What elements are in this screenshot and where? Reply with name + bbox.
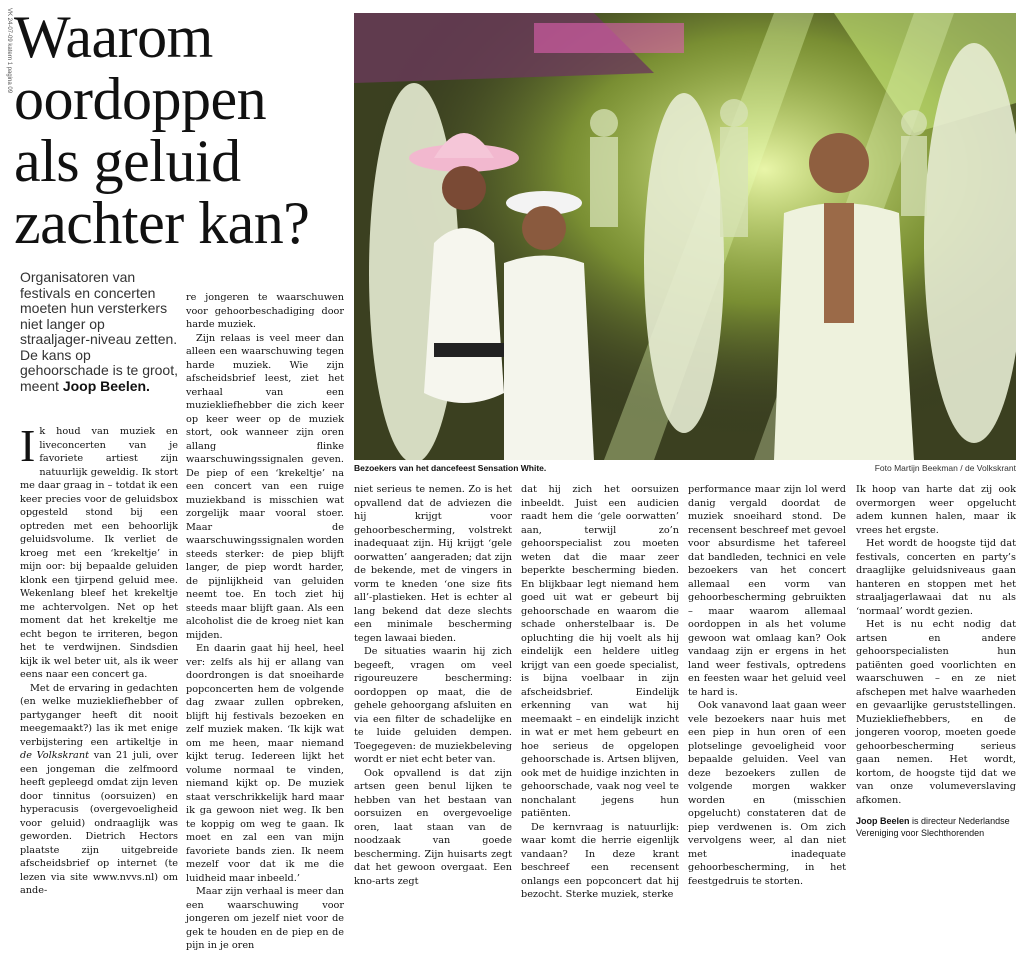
paragraph: niet serieus te nemen. Zo is het opvallend dat de adviezen die hij krijgt voor gehoorbescherming, volstrekt inadequaat zijn. Hij krijgt ‘gele oorwatten’ aangeraden; dat zijn de bekende, met de vingers in vorm te kneden ‘one size fits all’-plastieken. Het is echter al lang bekend dat deze slechts een minimale bescherming tegen lawaai bieden. xyxy=(354,484,512,644)
paragraph: Ook vanavond laat gaan weer vele bezoekers naar huis met een piep in hun oren of een plotselinge gevoeligheid voor bepaalde geluiden. Veel van deze bezoekers zullen de volgende morgen wakker worden en (misschien opgelucht) constateren dat de piep verdwenen is. Om zich vervolgens weer, al dan niet met inadequate gehoorbescherming, in het feestgedruis te storten. xyxy=(688,700,846,887)
article-column-4 xyxy=(521,483,679,902)
paragraph: Ik hoop van harte dat zij ook overmorgen weer opgelucht adem kunnen halen, maar ik vrees het ergste. xyxy=(856,484,1016,536)
article-column-2 xyxy=(186,291,344,953)
signature-role: is directeur Nederlandse Vereniging voor Slechthorenden xyxy=(856,816,1010,838)
paragraph: Zijn relaas is veel meer dan alleen een waarschuwing tegen harde muziek. Wie zijn afscheidsbrief leest, ziet het verhaal van een muziekliefhebber die zich keer op keer weer op de muziek stort, ook wanneer zijn oren allang flinke waarschuwingssignalen geven. De piep of een ‘krekeltje’ na een concert van een ruige muziekband is misschien wat zorgelijk maar vooral stoer. Maar de waarschuwingssignalen worden steeds sterker: de piep blijft langer, de piep wordt harder, de pijnlijkheid van geluiden neemt toe. En toch ziet hij steeds maar blijft gaan. Als een alcoholist die de kroeg niet kan mijden. xyxy=(186,332,344,641)
dropcap: I xyxy=(20,420,36,471)
paragraph: En daarin gaat hij heel, heel ver: zelfs als hij er allang van doordrongen is dat snoeiharde popconcerten hem de volgende dag zwaar zullen opbreken, blijft hij festivals bezoeken en zelf muziek maken. ‘Ik kijk wat om me heen, maar niemand kijkt terug. Iedereen lijkt het volume normaal te vinden, niemand kijkt op. De muziek staat verschrikkelijk hard maar ik ga gewoon niet weg. Ik ben te koppig om weg te gaan. Ik moet en zal een van mijn favoriete bands zien. Ik neem mezelf voor dat ik me die luidheid maar inbeeld.’ xyxy=(186,643,344,884)
paragraph: Het is nu echt nodig dat artsen en andere gehoorspecialisten hun patiënten goed voorlichten en waarschuwen – en ze niet afschepen met halve waarheden en gevaarlijke geruststellingen. Muziekliefhebbers, en de jongeren voorop, moeten goede gehoorbescherming serieus gaan nemen. Het wordt, kortom, de hoogste tijd dat we van onze volumeverslaving afkomen. xyxy=(856,619,1016,806)
intro-author: Joop Beelen. xyxy=(62,377,150,394)
headline-line-1: Waarom xyxy=(14,4,213,70)
paragraph: De situaties waarin hij zich begeeft, vragen om veel rigoureuzere bescherming: oordoppen op maat, die de gehele gehoorgang afsluiten en via een filter de schadelijke en te luide geluiden dempen. Toegegeven: de muziekbeleving wordt er niet echt beter van. xyxy=(354,646,512,765)
paragraph: van 21 juli, over een jongeman die zelfmoord heeft gepleegd omdat zijn leven door tinnitus (oorsuizen) en hyperacusis (overgevoeligheid voor geluid) ondraaglijk was geworden. Dietrich Hectors plaatste zijn uitgebreide afscheidsbrief op internet (te lezen via site www.nvvs.nl) om ande- xyxy=(20,750,178,896)
paragraph: re jongeren te waarschuwen voor gehoorbeschadiging door harde muziek. xyxy=(186,292,344,330)
photo-caption: Bezoekers van het dancefeest Sensation White. xyxy=(354,463,547,473)
paragraph: dat hij zich het oorsuizen inbeeldt. Juist een audicien raadt hem die ‘gele oorwatten’ aan, terwijl zo’n gehoorspecialist zou moeten weten dat die maar zeer beperkte bescherming bieden. En blijkbaar legt niemand hem goed uit wat er gebeurt bij gehoorschade en waarom die schade onherstelbaar is. De opluchting die hij voelt als hij eindelijk een heldere uitleg krijgt van een goede specialist, is bijna voelbaar in zijn afscheidsbrief. Eindelijk erkenning van wat hij meemaakt – en eindelijk inzicht in wat er met hem gebeurt en hoe serieus de opgelopen gehoorschade is. Artsen blijven, ook met de huidige inzichten in gehoorschade, vaak nog veel te nonchalant jegens hun patiënten. xyxy=(521,484,679,819)
newspaper-name: de Volkskrant xyxy=(20,750,89,761)
paragraph: De kernvraag is natuurlijk: waar komt die herrie eigenlijk vandaan? In deze krant beschreef een recensent onlangs een popconcert dat hij bezocht. Sterke muziek, sterke xyxy=(521,821,679,900)
headline-line-2: oordoppen xyxy=(14,66,267,132)
intro-text: Organisatoren van festivals en concerten moeten hun versterkers niet langer op straaljager-niveau zetten. De kans op gehoorschade is te groot, meent xyxy=(20,269,178,394)
article-column-1 xyxy=(20,420,178,898)
photo-caption-bar xyxy=(354,463,1016,477)
event-photo xyxy=(354,13,1016,460)
headline-line-4: zachter kan? xyxy=(14,190,310,256)
headline xyxy=(14,6,344,254)
article-column-3 xyxy=(354,483,512,888)
edition-line xyxy=(4,8,14,118)
paragraph: Het wordt de hoogste tijd dat festivals, concerten en party’s draaglijke geluidsniveaus gaan hanteren en stoppen met het straaljagerlawaai dat nu als ‘normaal’ wordt gezien. xyxy=(856,538,1016,617)
paragraph: Met de ervaring in gedachten (en welke muziekliefhebber of partyganger heeft dit nooit meegemaakt?) las ik met enige verbijstering een artikeltje in xyxy=(20,682,178,748)
paragraph: Maar zijn verhaal is meer dan een waarschuwing voor jongeren om jezelf niet voor de gek te houden en de piep en de pijn in je oren xyxy=(186,886,344,951)
photo-credit: Foto Martijn Beekman / de Volkskrant xyxy=(874,463,1016,473)
signature-name: Joop Beelen xyxy=(856,816,910,826)
party-crowd-illustration xyxy=(354,13,1016,460)
edition-line-text: VK 24-07-09 katern 1 pagina 09 xyxy=(6,8,12,94)
paragraph: k houd van muziek en liveconcerten van je favoriete artiest zijn natuurlijk geweldig. Ik stort me daar graag in – totdat ik een keer precies voor de geluidsbox opgesteld stond bij een optreden met een behoorlijk geluidsvolume. Ik verliet de kroeg met een ‘krekeltje’ in mijn oor: bij bepaalde geluiden klonk een tjirpend geluid mee. Wekenlang bleef het krekeltje me achtervolgen. Net op het moment dat het krekeltje me echt begon te irriteren, begon het te verdwijnen. Sindsdien kijk ik wel beter uit, als ik weer eens naar een concert ga. xyxy=(20,426,178,680)
headline-line-3: als geluid xyxy=(14,128,241,194)
author-signature xyxy=(856,815,1016,839)
intro-lead xyxy=(20,270,178,394)
article-column-5 xyxy=(688,483,846,888)
paragraph: performance maar zijn lol werd danig vergald doordat de muziek snoeihard stond. De recensent beschreef met gevoel voor absurdisme het tafereel dat bandleden, technici en vele bezoekers van het concert allemaal een vorm van gehoorbescherming gebruikten – maar waarom allemaal oordoppen in als het volume gewoon wat omlaag kan? Ook vandaag zijn er ergens in het land weer festivals, optredens en feesten waar het geluid veel te hard is. xyxy=(688,484,846,698)
article-column-6 xyxy=(856,483,1016,839)
paragraph: Ook opvallend is dat zijn artsen geen benul lijken te hebben van het bestaan van oorsuizen en overgevoelige oren, laat staan van de noodzaak van goede bescherming. Zijn huisarts zegt dat het gewoon overgaat. Een kno-arts zegt xyxy=(354,767,512,887)
